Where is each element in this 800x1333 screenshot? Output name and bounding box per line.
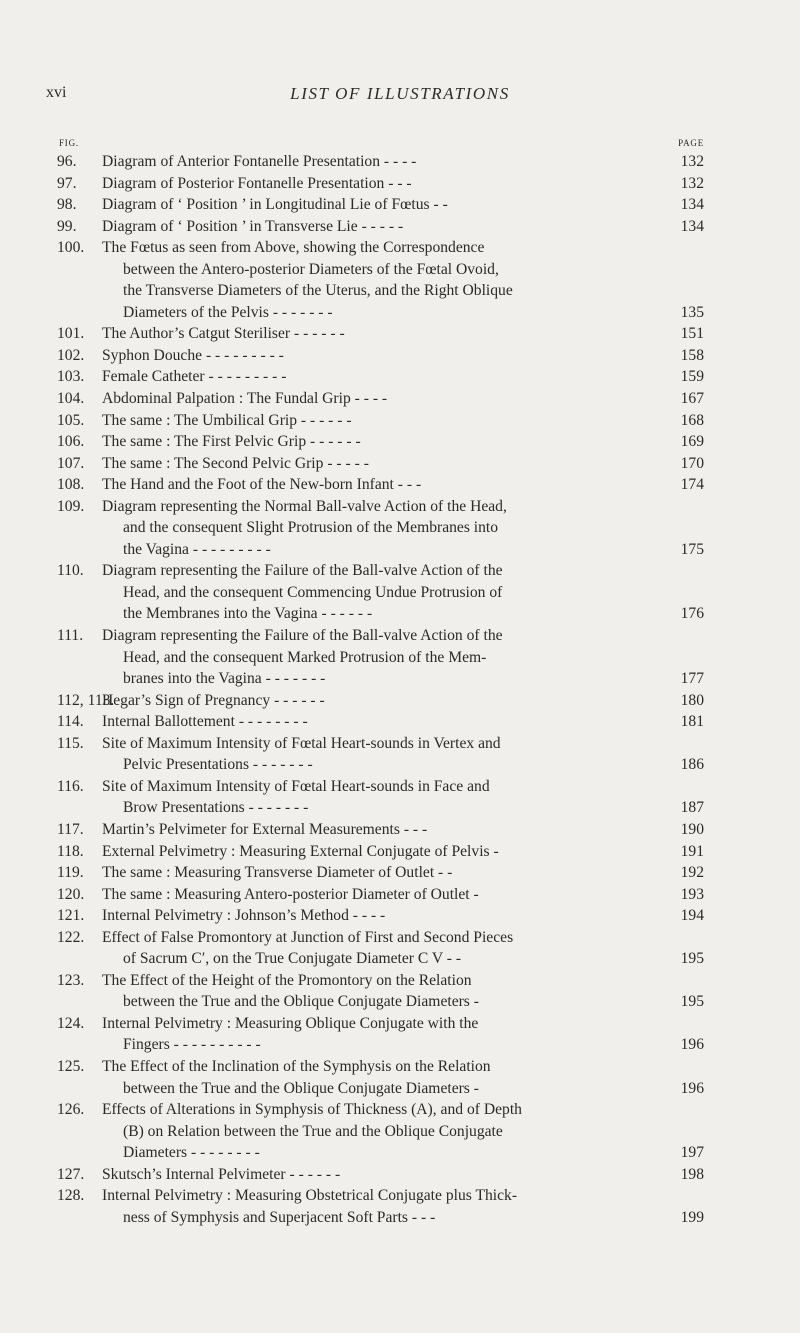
title-line: Brow Presentations - - - - - - - (123, 799, 309, 817)
figure-number: 105. (57, 411, 85, 429)
list-item (0, 733, 800, 776)
page-ref: 194 (680, 907, 704, 925)
title-line: between the True and the Oblique Conjugate Diameters - (123, 993, 479, 1011)
list-item (0, 862, 800, 884)
title-line: the Vagina - - - - - - - - - (123, 540, 271, 558)
figure-number: 123. (57, 971, 85, 989)
figure-number: 102. (57, 346, 85, 364)
list-item (0, 410, 800, 432)
figure-number: 96. (57, 153, 77, 170)
title-line: Syphon Douche - - - - - - - - - (102, 346, 284, 364)
title-line: ness of Symphysis and Superjacent Soft Parts - - - (123, 1208, 436, 1226)
title-line: External Pelvimetry : Measuring External Conjugate of Pelvis - (102, 842, 499, 860)
page-ref: 195 (680, 993, 704, 1011)
list-item (0, 905, 800, 927)
figure-number: 107. (57, 454, 85, 472)
list-item (0, 496, 800, 561)
figure-title (102, 431, 712, 453)
page-ref: 134 (680, 217, 704, 235)
title-line: Diagram of Posterior Fontanelle Presentation - - - (102, 174, 412, 192)
title-line: Internal Ballottement - - - - - - - - (102, 713, 308, 731)
figure-title (102, 884, 712, 906)
page-ref: 167 (680, 390, 704, 408)
title-line: Diagram representing the Failure of the Ball-valve Action of the (102, 562, 503, 580)
figure-title (102, 625, 712, 690)
figure-title (102, 927, 712, 970)
page-ref: 135 (680, 303, 704, 321)
title-line: The Fœtus as seen from Above, showing the Correspondence (102, 239, 485, 257)
list-item (0, 819, 800, 841)
page-number: xvi (46, 84, 67, 101)
page-ref: 193 (680, 885, 704, 903)
figure-title (102, 151, 712, 173)
figure-number: 126. (57, 1101, 85, 1119)
page-ref: 132 (680, 174, 704, 192)
title-line: The same : Measuring Transverse Diameter of Outlet - - (102, 864, 453, 882)
title-line: Hegar’s Sign of Pregnancy - - - - - - (102, 691, 325, 709)
figure-number: 106. (57, 433, 85, 451)
figure-title (102, 560, 712, 625)
page-ref: 132 (680, 153, 704, 170)
figure-title (102, 1013, 712, 1056)
list-item (0, 841, 800, 863)
figure-number: 112, 113. (57, 691, 115, 709)
figure-number: 121. (57, 907, 85, 925)
title-line: Diagram of Anterior Fontanelle Presentation - - - - (102, 153, 417, 170)
figure-title (102, 690, 712, 712)
page-ref: 134 (680, 196, 704, 214)
title-line: Pelvic Presentations - - - - - - - (123, 756, 313, 774)
figure-title (102, 1099, 712, 1164)
figure-title (102, 388, 712, 410)
title-line: Effect of False Promontory at Junction of First and Second Pieces (102, 928, 514, 946)
figure-number: 103. (57, 368, 85, 386)
figure-title (102, 173, 712, 195)
list-item (0, 776, 800, 819)
page-ref: 151 (680, 325, 704, 343)
title-line: Effects of Alterations in Symphysis of Thickness (A), and of Depth (102, 1101, 522, 1119)
title-line: of Sacrum C′, on the True Conjugate Diameter C V - - (123, 950, 462, 968)
figure-number: 120. (57, 885, 85, 903)
list-item (0, 345, 800, 367)
figure-title (102, 216, 712, 238)
running-title: LIST OF ILLUSTRATIONS (290, 84, 510, 103)
title-line: branes into the Vagina - - - - - - - (123, 670, 326, 688)
page-ref: 176 (680, 605, 704, 623)
title-line: The same : The Second Pelvic Grip - - - - - (102, 454, 369, 472)
page-ref: 199 (680, 1208, 704, 1226)
page-ref: 195 (680, 950, 704, 968)
fig-column-header: FIG. (59, 138, 79, 148)
page-ref: 181 (680, 713, 704, 731)
figure-title (102, 819, 712, 841)
figure-title (102, 194, 712, 216)
page-ref: 198 (680, 1165, 704, 1183)
list-item (0, 151, 800, 173)
title-line: Head, and the consequent Marked Protrusion of the Mem- (123, 648, 487, 666)
list-item (0, 970, 800, 1013)
page-header (0, 84, 800, 108)
figure-title (102, 453, 712, 475)
list-item (0, 366, 800, 388)
illustrations-list (0, 151, 800, 1228)
page-ref: 175 (680, 540, 704, 558)
figure-number: 116. (57, 777, 84, 795)
title-line: The Author’s Catgut Steriliser - - - - - - (102, 325, 345, 343)
page-ref: 158 (680, 346, 704, 364)
list-item (0, 173, 800, 195)
title-line: Internal Pelvimetry : Johnson’s Method - - - - (102, 907, 386, 925)
title-line: The same : The First Pelvic Grip - - - - - - (102, 433, 361, 451)
figure-number: 118. (57, 842, 84, 860)
list-item (0, 560, 800, 625)
list-item (0, 453, 800, 475)
figure-title (102, 1056, 712, 1099)
title-line: Internal Pelvimetry : Measuring Obstetrical Conjugate plus Thick- (102, 1187, 518, 1205)
page-ref: 159 (680, 368, 704, 386)
page-ref: 196 (680, 1079, 704, 1097)
title-line: Site of Maximum Intensity of Fœtal Heart-sounds in Vertex and (102, 734, 501, 752)
figure-title (102, 323, 712, 345)
figure-number: 114. (57, 713, 84, 731)
title-line: the Membranes into the Vagina - - - - - - (123, 605, 373, 623)
figure-title (102, 474, 712, 496)
page-column-header: PAGE (678, 138, 704, 148)
title-line: Skutsch’s Internal Pelvimeter - - - - - - (102, 1165, 341, 1183)
list-item (0, 1185, 800, 1228)
figure-number: 101. (57, 325, 85, 343)
title-line: Head, and the consequent Commencing Undue Protrusion of (123, 583, 503, 601)
list-item (0, 1056, 800, 1099)
figure-title (102, 1185, 712, 1228)
list-item (0, 690, 800, 712)
list-item (0, 625, 800, 690)
figure-number: 128. (57, 1187, 85, 1205)
title-line: Diagram of ‘ Position ’ in Transverse Lie - - - - - (102, 217, 404, 235)
list-item (0, 711, 800, 733)
figure-number: 104. (57, 390, 85, 408)
page-ref: 187 (680, 799, 704, 817)
title-line: Internal Pelvimetry : Measuring Oblique Conjugate with the (102, 1014, 479, 1032)
figure-number: 100. (57, 239, 85, 257)
figure-title (102, 711, 712, 733)
title-line: between the True and the Oblique Conjugate Diameters - (123, 1079, 479, 1097)
column-headers (0, 138, 800, 152)
figure-title (102, 776, 712, 819)
list-item (0, 927, 800, 970)
title-line: Diagram representing the Normal Ball-valve Action of the Head, (102, 497, 507, 515)
title-line: The Hand and the Foot of the New-born Infant - - - (102, 476, 422, 494)
page-ref: 197 (680, 1144, 704, 1162)
figure-title (102, 970, 712, 1013)
list-item (0, 216, 800, 238)
title-line: Diagram representing the Failure of the Ball-valve Action of the (102, 627, 503, 645)
title-line: Diagram of ‘ Position ’ in Longitudinal Lie of Fœtus - - (102, 196, 448, 214)
figure-number: 108. (57, 476, 85, 494)
figure-title (102, 496, 712, 561)
page-ref: 169 (680, 433, 704, 451)
figure-title (102, 905, 712, 927)
list-item (0, 1099, 800, 1164)
figure-number: 125. (57, 1057, 85, 1075)
page-ref: 174 (680, 476, 704, 494)
figure-title (102, 237, 712, 323)
figure-title (102, 345, 712, 367)
list-item (0, 431, 800, 453)
figure-number: 115. (57, 734, 84, 752)
figure-title (102, 410, 712, 432)
page-ref: 186 (680, 756, 704, 774)
list-item (0, 474, 800, 496)
figure-number: 97. (57, 174, 77, 192)
page-ref: 192 (680, 864, 704, 882)
title-line: Martin’s Pelvimeter for External Measurements - - - (102, 820, 428, 838)
page-ref: 191 (680, 842, 704, 860)
list-item (0, 884, 800, 906)
page-ref: 190 (680, 820, 704, 838)
title-line: Female Catheter - - - - - - - - - (102, 368, 287, 386)
title-line: Diameters of the Pelvis - - - - - - - (123, 303, 333, 321)
figure-number: 98. (57, 196, 77, 214)
figure-number: 117. (57, 820, 84, 838)
list-item (0, 237, 800, 323)
figure-number: 109. (57, 497, 85, 515)
title-line: Fingers - - - - - - - - - - (123, 1036, 261, 1054)
title-line: Diameters - - - - - - - - (123, 1144, 260, 1162)
figure-title (102, 366, 712, 388)
figure-number: 127. (57, 1165, 85, 1183)
list-item (0, 323, 800, 345)
title-line: (B) on Relation between the True and the Oblique Conjugate (123, 1122, 503, 1140)
title-line: The same : Measuring Antero-posterior Diameter of Outlet - (102, 885, 479, 903)
figure-title (102, 733, 712, 776)
title-line: The Effect of the Height of the Promontory on the Relation (102, 971, 472, 989)
page-ref: 180 (680, 691, 704, 709)
figure-title (102, 841, 712, 863)
title-line: The Effect of the Inclination of the Symphysis on the Relation (102, 1057, 491, 1075)
title-line: The same : The Umbilical Grip - - - - - - (102, 411, 352, 429)
figure-number: 111. (57, 627, 84, 645)
page-ref: 168 (680, 411, 704, 429)
page-ref: 177 (680, 670, 704, 688)
list-item (0, 1013, 800, 1056)
figure-number: 99. (57, 217, 77, 235)
figure-title (102, 1164, 712, 1186)
figure-number: 124. (57, 1014, 85, 1032)
title-line: Site of Maximum Intensity of Fœtal Heart-sounds in Face and (102, 777, 490, 795)
figure-number: 122. (57, 928, 85, 946)
list-item (0, 1164, 800, 1186)
list-item (0, 388, 800, 410)
list-item (0, 194, 800, 216)
figure-number: 110. (57, 562, 84, 580)
title-line: Abdominal Palpation : The Fundal Grip - - - - (102, 390, 388, 408)
title-line: the Transverse Diameters of the Uterus, and the Right Oblique (123, 282, 513, 300)
page-ref: 196 (680, 1036, 704, 1054)
page-ref: 170 (680, 454, 704, 472)
title-line: between the Antero-posterior Diameters of the Fœtal Ovoid, (123, 260, 499, 278)
figure-number: 119. (57, 864, 84, 882)
figure-title (102, 862, 712, 884)
title-line: and the consequent Slight Protrusion of the Membranes into (123, 519, 499, 537)
